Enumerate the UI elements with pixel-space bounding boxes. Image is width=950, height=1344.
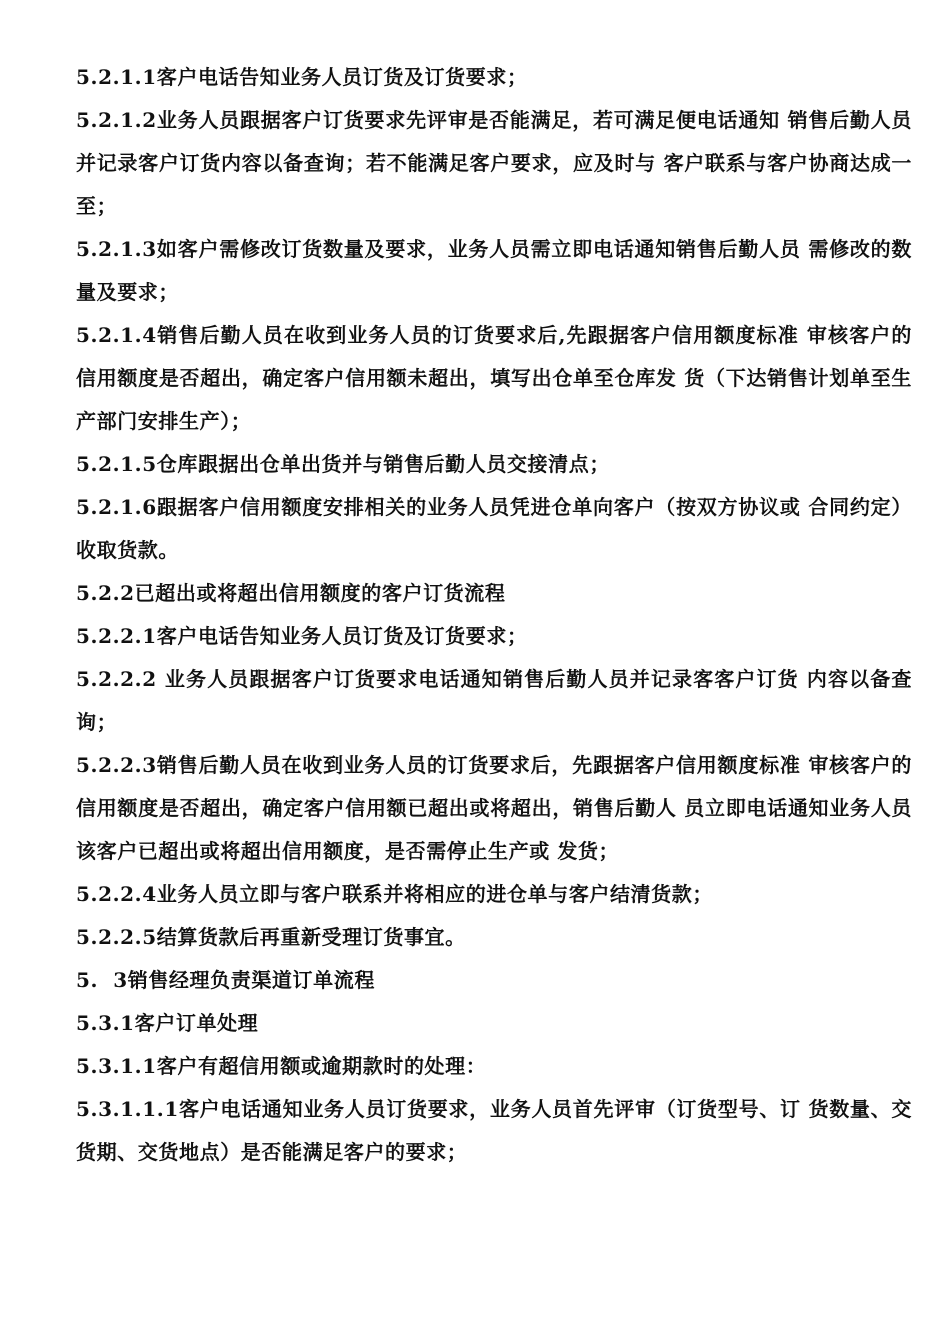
paragraph-5-2-2-3: 5.2.2.3销售后勤人员在收到业务人员的订货要求后，先跟据客户信用额度标准 审核客户的信用额度是否超出，确定客户信用额已超出或将超出，销售后勤人 员立即电话通知业务人员该客户已超出或将超出信用额度，是否需停止生产或 发货； — [76, 753, 912, 863]
paragraph-5-2-2-1: 5.2.2.1客户电话告知业务人员订货及订货要求； — [76, 624, 528, 648]
paragraph-5-2-1-4: 5.2.1.4销售后勤人员在收到业务人员的订货要求后,先跟据客户信用额度标准 审核客户的信用额度是否超出，确定客户信用额未超出，填写出仓单至仓库发 货（下达销售计划单至生产部门安排生产）； — [76, 323, 912, 433]
heading-5-3-1: 5.3.1客户订单处理 — [76, 1011, 259, 1035]
paragraph-5-2-2-2: 5.2.2.2 业务人员跟据客户订货要求电话通知销售后勤人员并记录客客户订货 内容以备查询； — [76, 667, 912, 734]
paragraph-5-2-1-5: 5.2.1.5仓库跟据出仓单出货并与销售后勤人员交接清点； — [76, 452, 610, 476]
paragraph-5-2-2-5: 5.2.2.5结算货款后再重新受理订货事宜。 — [76, 925, 466, 949]
paragraph-5-2-1-2: 5.2.1.2业务人员跟据客户订货要求先评审是否能满足，若可满足便电话通知 销售后勤人员并记录客户订货内容以备查询；若不能满足客户要求，应及时与 客户联系与客户协商达成一至； — [76, 108, 912, 218]
paragraph-5-2-2-4: 5.2.2.4业务人员立即与客户联系并将相应的进仓单与客户结清货款； — [76, 882, 713, 906]
paragraph-5-3-1-1-1: 5.3.1.1.1客户电话通知业务人员订货要求，业务人员首先评审（订货型号、订 货数量、交货期、交货地点）是否能满足客户的要求； — [76, 1097, 912, 1164]
heading-5-3: 5. 3销售经理负责渠道订单流程 — [76, 968, 375, 992]
document-body — [76, 56, 912, 1174]
paragraph-5-2-1-3: 5.2.1.3如客户需修改订货数量及要求，业务人员需立即电话通知销售后勤人员 需修改的数量及要求； — [76, 237, 912, 304]
paragraph-5-2-1-6: 5.2.1.6跟据客户信用额度安排相关的业务人员凭进仓单向客户（按双方协议或 合同约定）收取货款。 — [76, 495, 912, 562]
heading-5-2-2: 5.2.2已超出或将超出信用额度的客户订货流程 — [76, 581, 506, 605]
paragraph-5-2-1-1: 5.2.1.1客户电话告知业务人员订货及订货要求； — [76, 65, 528, 89]
paragraph-5-3-1-1: 5.3.1.1客户有超信用额或逾期款时的处理： — [76, 1054, 487, 1078]
